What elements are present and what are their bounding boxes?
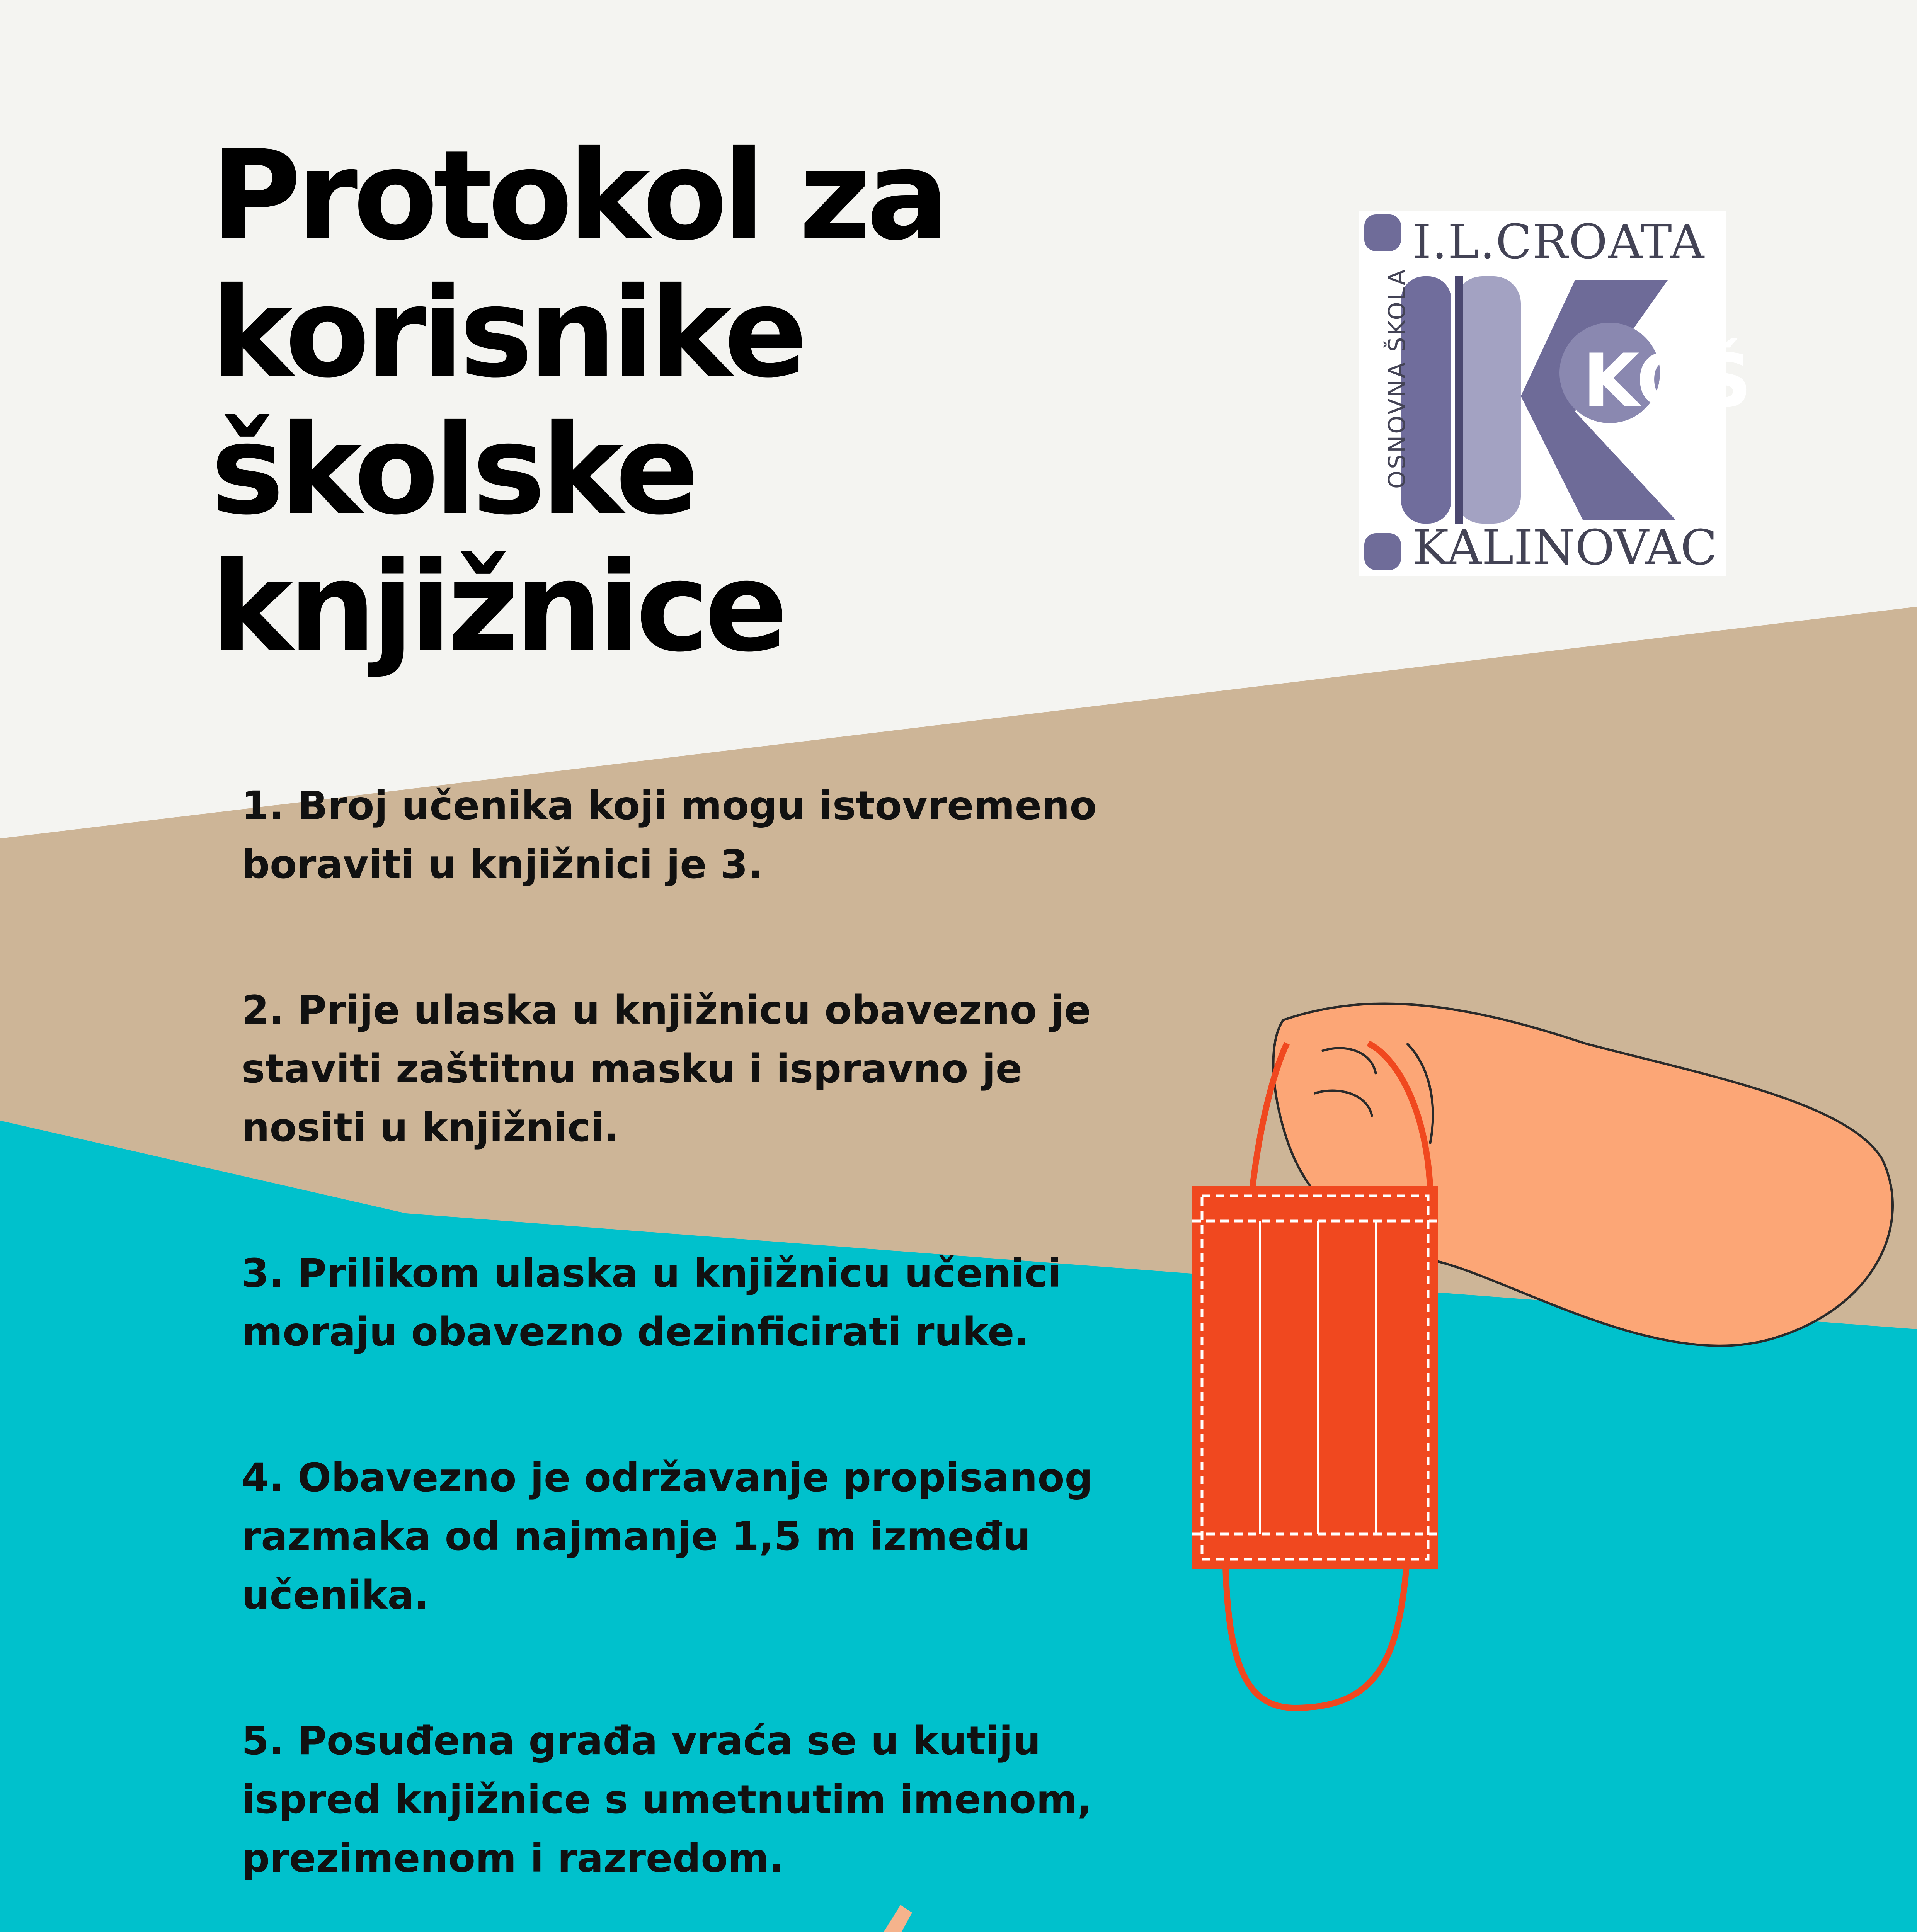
title-line: školske [211,398,695,542]
school-logo [1359,211,1752,576]
logo-monogram: KOŠ [1583,338,1752,423]
page-title [211,124,1100,679]
logo-top-text: I.L.CROATA [1413,214,1705,269]
logo-bottom-text: KALINOVAC [1413,520,1718,576]
rules-list [242,777,1100,1932]
rule-item: 1. Broj učenika koji mogu istovremeno boraviti u knjižnici je 3. [242,783,1097,888]
rule-item: 4. Obavezno je održavanje propisanog razmaka od najmanje 1,5 m između učenika. [242,1455,1093,1618]
title-line: Protokol za [211,124,945,268]
title-line: knjižnice [211,536,784,679]
logo-vertical-text: OSNOVNA ŠKOLA [1384,268,1411,489]
rule-item: 2. Prije ulaska u knjižnicu obavezno je staviti zaštitnu masku i ispravno je nositi u knjižnici. [242,987,1091,1151]
rule-item: 3. Prilikom ulaska u knjižnicu učenici moraju obavezno dezinficirati ruke. [242,1250,1061,1355]
title-line: korisnike [211,261,803,405]
rule-item: 5. Posuđena građa vraća se u kutiju ispred knjižnice s umetnutim imenom, prezimenom i razredom. [242,1718,1093,1881]
